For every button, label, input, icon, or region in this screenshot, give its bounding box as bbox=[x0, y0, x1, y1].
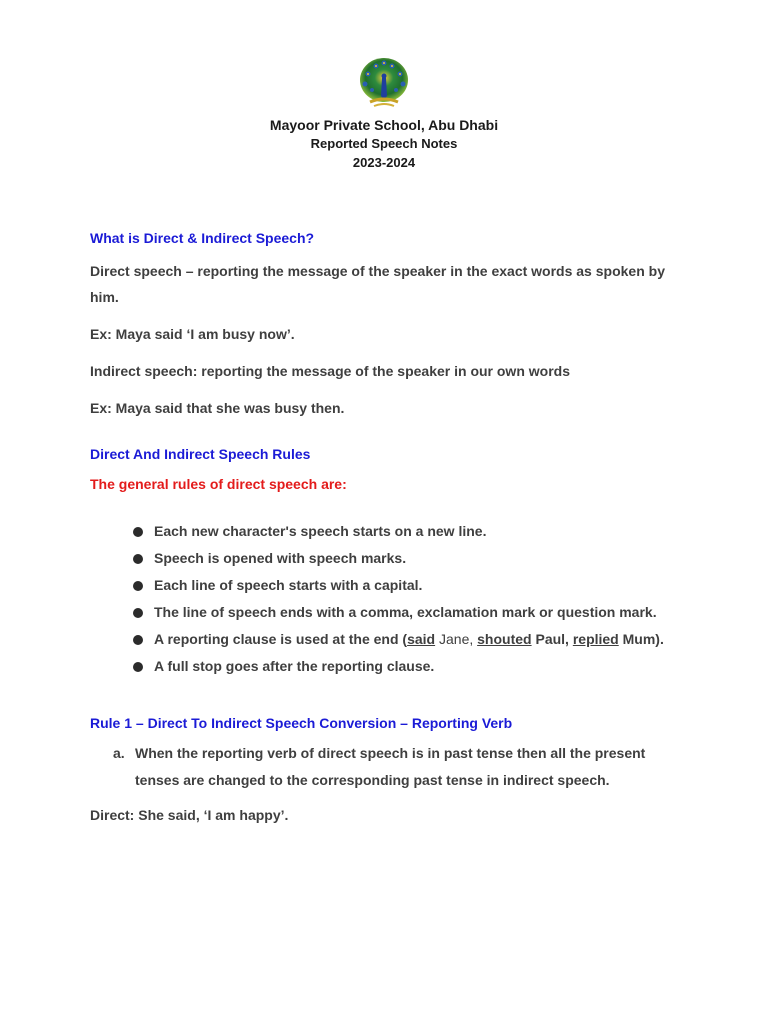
numbered-item-a bbox=[90, 740, 655, 794]
document-body bbox=[90, 229, 690, 828]
document-header bbox=[0, 48, 768, 172]
list-item: Each line of speech starts with a capital. bbox=[90, 572, 674, 599]
bullet-icon bbox=[133, 608, 143, 618]
section-heading-rules: Direct And Indirect Speech Rules bbox=[90, 446, 311, 462]
direct-speech-definition: Direct speech – reporting the message of the speaker in the exact words as spoken by him. bbox=[90, 263, 665, 305]
rules-list bbox=[90, 518, 690, 680]
example-indirect: Ex: Maya said that she was busy then. bbox=[90, 400, 345, 416]
indirect-speech-definition: Indirect speech: reporting the message of the speaker in our own words bbox=[90, 363, 570, 379]
list-item: A reporting clause is used at the end (said Jane, shouted Paul, replied Mum). bbox=[90, 626, 674, 653]
section-heading-rule-1: Rule 1 – Direct To Indirect Speech Conversion – Reporting Verb bbox=[90, 715, 513, 731]
example-direct: Ex: Maya said ‘I am busy now’. bbox=[90, 326, 295, 342]
item-marker: a. bbox=[113, 745, 125, 761]
document-title: Reported Speech Notes bbox=[310, 136, 458, 151]
general-rules-subheading: The general rules of direct speech are: bbox=[90, 476, 347, 492]
item-text: When the reporting verb of direct speech is in past tense then all the present tenses are changed to the corresponding past tense in indirect speech. bbox=[135, 745, 646, 788]
underlined-word-shouted: shouted bbox=[477, 631, 532, 647]
underlined-word-replied: replied bbox=[572, 631, 619, 647]
underlined-word-said: said bbox=[407, 631, 436, 647]
academic-year: 2023-2024 bbox=[352, 155, 416, 170]
list-item: The line of speech ends with a comma, exclamation mark or question mark. bbox=[90, 599, 674, 626]
list-item: Speech is opened with speech marks. bbox=[90, 545, 674, 572]
bullet-icon bbox=[133, 662, 143, 672]
direct-example-sentence: Direct: She said, ‘I am happy’. bbox=[90, 807, 289, 823]
list-item: Each new character's speech starts on a new line. bbox=[90, 518, 674, 545]
logo-area bbox=[259, 48, 509, 116]
school-name: Mayoor Private School, Abu Dhabi bbox=[269, 117, 499, 133]
bullet-icon bbox=[133, 635, 143, 645]
section-heading-what-is: What is Direct & Indirect Speech? bbox=[90, 230, 315, 246]
bullet-icon bbox=[133, 554, 143, 564]
bullet-icon bbox=[133, 527, 143, 537]
bullet-icon bbox=[133, 581, 143, 591]
list-item: A full stop goes after the reporting clause. bbox=[90, 653, 674, 680]
peacock-logo-icon bbox=[356, 56, 412, 112]
